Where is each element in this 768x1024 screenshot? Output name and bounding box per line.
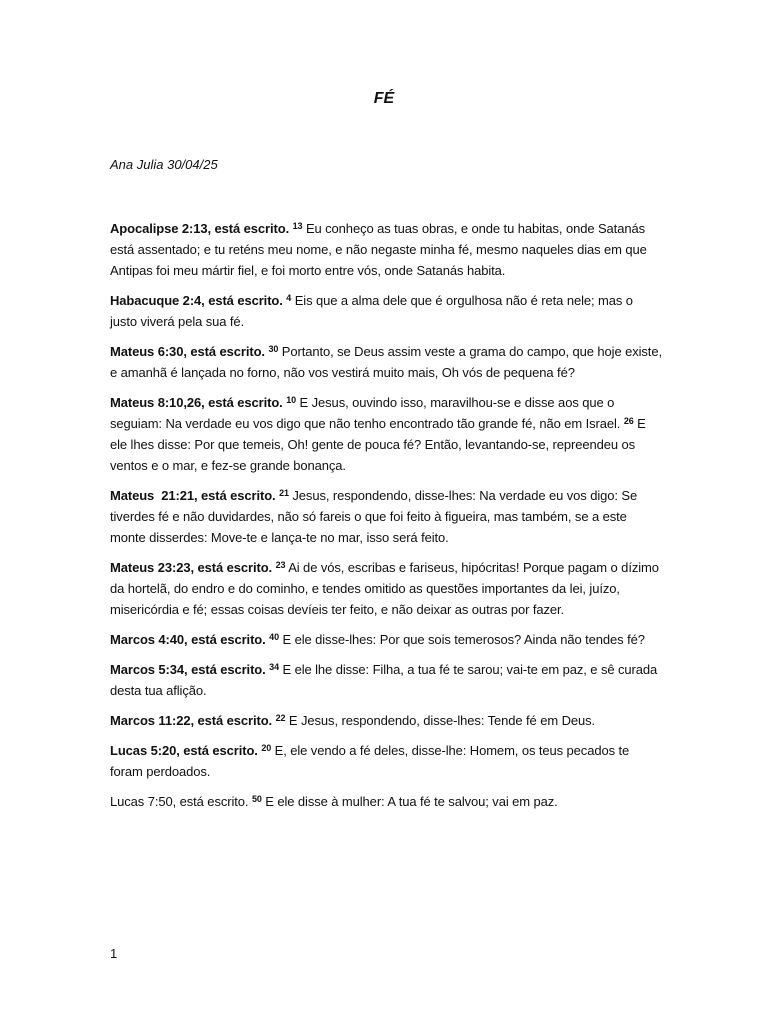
verse-marcos-5-34 <box>110 659 662 701</box>
verse-reference: Apocalipse 2:13, está escrito. <box>110 221 290 236</box>
verse-mateus-8-10-26 <box>110 392 662 476</box>
verse-number: 22 <box>275 713 286 723</box>
document-title: FÉ <box>373 90 395 107</box>
verse-reference: Habacuque 2:4, está escrito. <box>110 293 283 308</box>
verse-text: Eis que a alma dele que é orgulhosa não é reta nele; mas o justo viverá pela sua fé. <box>110 293 633 329</box>
verse-text: E, ele vendo a fé deles, disse-lhe: Homem, os teus pecados te foram perdoados. <box>110 743 630 779</box>
verse-number: 20 <box>261 743 272 753</box>
verse-text: E Jesus, respondendo, disse-lhes: Tende fé em Deus. <box>288 713 596 728</box>
verse-reference: Lucas 5:20, está escrito. <box>110 743 258 758</box>
page-number: 1 <box>110 946 118 961</box>
verse-number: 50 <box>251 794 262 804</box>
verse-number: 10 <box>286 395 297 405</box>
verse-apocalipse-2-13 <box>110 218 662 281</box>
verse-reference: Mateus 21:21, está escrito. <box>110 488 276 503</box>
verse-reference: Lucas 7:50, está escrito. <box>110 794 249 809</box>
verse-text: E Jesus, ouvindo isso, maravilhou-se e disse aos que o seguiam: Na verdade eu vos digo que não tenho encontrado tão grande fé, não em Israel. <box>110 395 621 431</box>
verse-lucas-5-20 <box>110 740 662 782</box>
verse-lucas-7-50 <box>110 791 662 812</box>
verse-marcos-11-22 <box>110 710 662 731</box>
verse-marcos-4-40 <box>110 629 662 650</box>
author-date-line: Ana Julia 30/04/25 <box>110 157 218 172</box>
verse-number: 40 <box>269 632 279 642</box>
verse-text: Portanto, se Deus assim veste a grama do campo, que hoje existe, e amanhã é lançada no forno, não vos vestirá muito mais, Oh vós de pequena fé? <box>110 344 662 380</box>
verse-number: 26 <box>623 416 634 426</box>
verse-reference: Marcos 5:34, está escrito. <box>110 662 266 677</box>
verse-text: Eu conheço as tuas obras, e onde tu habitas, onde Satanás está assentado; e tu reténs meu nome, e não negaste minha fé, mesmo naqueles dias em que Antipas foi meu mártir fiel, e foi morto entre vós, onde Satanás habita. <box>110 221 647 278</box>
verse-text: E ele lhes disse: Por que temeis, Oh! gente de pouca fé? Então, levantando-se, repreendeu os ventos e o mar, e fez-se grande bonança. <box>110 416 646 473</box>
verse-list <box>110 218 662 821</box>
verse-reference: Marcos 11:22, está escrito. <box>110 713 273 728</box>
verse-reference: Mateus 6:30, está escrito. <box>110 344 265 359</box>
verse-mateus-21-21 <box>110 485 662 548</box>
verse-number: 23 <box>275 560 286 570</box>
verse-text: E ele lhe disse: Filha, a tua fé te sarou; vai-te em paz, e sê curada desta tua aflição. <box>110 662 658 698</box>
verse-mateus-6-30 <box>110 341 662 383</box>
verse-number: 4 <box>286 293 292 303</box>
verse-text: E ele disse à mulher: A tua fé te salvou; vai em paz. <box>265 794 558 809</box>
verse-number: 13 <box>292 221 303 231</box>
verse-reference: Mateus 23:23, está escrito. <box>110 560 273 575</box>
verse-number: 34 <box>269 662 279 672</box>
verse-text: Jesus, respondendo, disse-lhes: Na verdade eu vos digo: Se tiverdes fé e não duvidardes, não só fareis o que foi feito à figueira, mas também, se a este monte disserdes: Move-te e lança-te no mar, isso será feito. <box>110 488 638 545</box>
verse-number: 30 <box>268 344 279 354</box>
verse-mateus-23-23 <box>110 557 662 620</box>
verse-habacuque-2-4 <box>110 290 662 332</box>
verse-text: E ele disse-lhes: Por que sois temerosos? Ainda não tendes fé? <box>282 632 645 647</box>
verse-number: 21 <box>279 488 289 498</box>
verse-reference: Mateus 8:10,26, está escrito. <box>110 395 283 410</box>
verse-reference: Marcos 4:40, está escrito. <box>110 632 266 647</box>
verse-text: Ai de vós, escribas e fariseus, hipócritas! Porque pagam o dízimo da hortelã, do endro e do cominho, e tendes omitido as questões importantes da lei, juízo, misericórdia e fé; essas coisas devíeis ter feito, e não deixar as outras por fazer. <box>110 560 659 617</box>
